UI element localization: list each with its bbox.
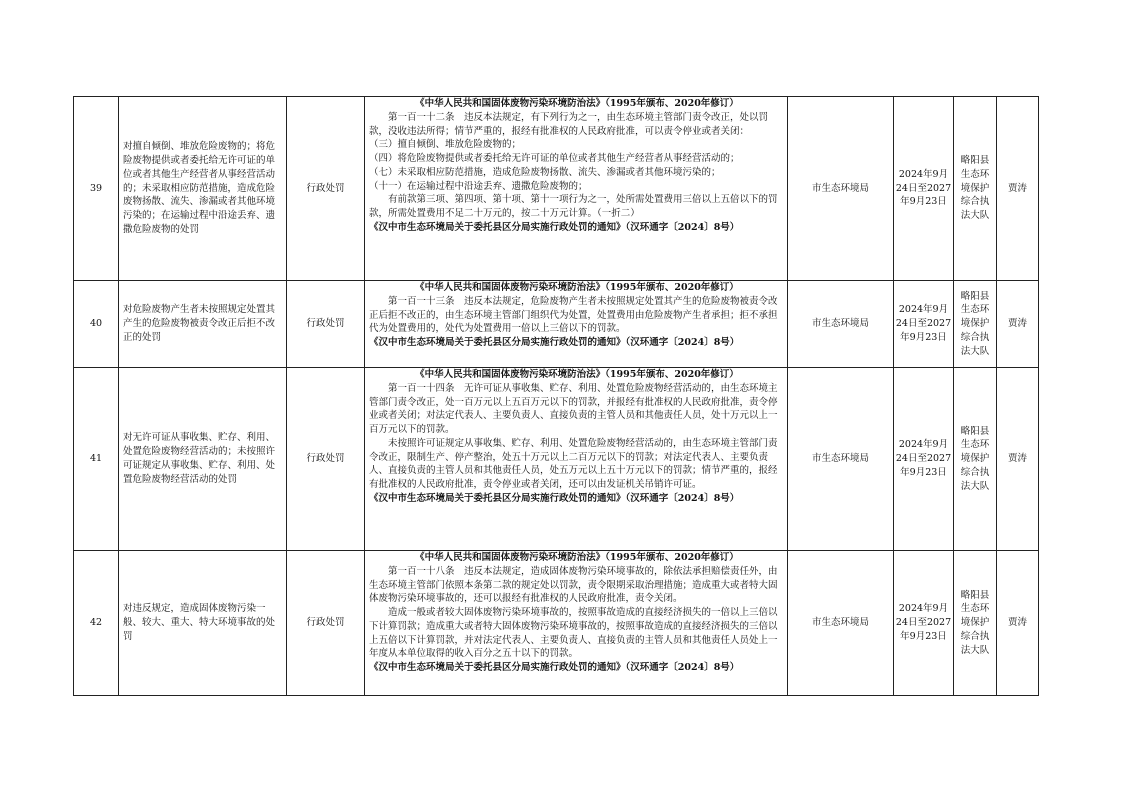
law-paragraph: 有前款第三项、第四项、第十项、第十一项行为之一，处所需处置费用三倍以上五倍以下的罚款，所需处置费用不足二十万元的，按二十万元计算。（一折二） <box>369 194 778 220</box>
penalty-item: 对无许可证从事收集、贮存、利用、处置危险废物经营活动的；未按照许可证规定从事收集、贮存、利用、处置危险废物经营活动的处罚 <box>119 368 287 551</box>
legal-basis <box>365 368 788 551</box>
entrusted-body: 略阳县生态环境保护综合执法大队 <box>954 551 997 696</box>
law-title: 《中华人民共和国固体废物污染环境防治法》（1995年颁布、2020年修订） <box>415 282 739 293</box>
law-paragraph: （七）未采取相应防范措施，造成危险废物扬散、流失、渗漏或者其他环境污染的； <box>369 166 721 178</box>
row-number: 41 <box>74 368 119 551</box>
law-paragraph: （四）将危险废物提供或者委托给无许可证的单位或者其他生产经营者从事经营活动的； <box>369 153 740 165</box>
entrusted-body: 略阳县生态环境保护综合执法大队 <box>954 368 997 551</box>
row-number: 39 <box>74 97 119 281</box>
law-paragraph: 造成一般或者较大固体废物污染环境事故的，按照事故造成的直接经济损失的一倍以上三倍以下计算罚款；造成重大或者特大固体废物污染环境事故的，按照事故造成的直接经济损失的三倍以上五倍以下计算罚款，并对法定代表人、主要负责人、直接负责的主管人员和其他责任人员处上一年度从本单位取得的收入百分之五十以下的罚款。 <box>369 607 778 660</box>
legal-basis <box>365 281 788 368</box>
law-paragraph: （十一）在运输过程中沿途丢弃、遗撒危险废物的； <box>369 180 588 192</box>
law-paragraph: 第一百一十二条 违反本法规定，有下列行为之一，由生态环境主管部门责令改正，处以罚款，没收违法所得；情节严重的，报经有批准权的人民政府批准，可以责令停业或者关闭： <box>369 111 769 137</box>
legal-basis <box>365 97 788 281</box>
delegation-period: 2024年9月24日至2027年9月23日 <box>894 551 954 696</box>
legal-basis <box>365 551 788 696</box>
law-paragraph: 第一百一十四条 无许可证从事收集、贮存、利用、处置危险废物经营活动的，由生态环境主管部门责令改正，处一百万元以上五百万元以下的罚款，并报经有批准权的人民政府批准，责令停业或者关闭；对法定代表人、主要负责人、直接负责的主管人员和其他责任人员，处十万元以上一百万元以下的罚款。 <box>369 382 778 436</box>
delegating-department: 市生态环境局 <box>788 551 894 696</box>
delegation-period: 2024年9月24日至2027年9月23日 <box>894 97 954 281</box>
responsible-person: 贾涛 <box>997 368 1039 551</box>
entrusted-body: 略阳县生态环境保护综合执法大队 <box>954 97 997 281</box>
power-type: 行政处罚 <box>287 368 365 551</box>
penalty-item: 对危险废物产生者未按照规定处置其产生的危险废物被责令改正后拒不改正的处罚 <box>119 281 287 368</box>
delegating-department: 市生态环境局 <box>788 368 894 551</box>
row-number: 42 <box>74 551 119 696</box>
law-title: 《中华人民共和国固体废物污染环境防治法》（1995年颁布、2020年修订） <box>415 98 739 109</box>
delegation-period: 2024年9月24日至2027年9月23日 <box>894 281 954 368</box>
law-title: 《中华人民共和国固体废物污染环境防治法》（1995年颁布、2020年修订） <box>415 369 739 380</box>
power-type: 行政处罚 <box>287 551 365 696</box>
responsible-person: 贾涛 <box>997 97 1039 281</box>
table-row <box>74 281 1039 368</box>
penalty-item: 对擅自倾倒、堆放危险废物的；将危险废物提供或者委托给无许可证的单位或者其他生产经营者从事经营活动的；未采取相应防范措施，造成危险废物扬散、流失、渗漏或者其他环境污染的；在运输过程中沿途丢弃、遗撒危险废物的处罚 <box>119 97 287 281</box>
law-title: 《中华人民共和国固体废物污染环境防治法》（1995年颁布、2020年修订） <box>415 552 739 563</box>
power-type: 行政处罚 <box>287 281 365 368</box>
row-number: 40 <box>74 281 119 368</box>
law-paragraph: 第一百一十八条 违反本法规定，造成固体废物污染环境事故的，除依法承担赔偿责任外，由生态环境主管部门依照本条第二款的规定处以罚款，责令限期采取治理措施；造成重大或者特大固体废物污染环境事故的，还可以报经有批准权的人民政府批准，责令关闭。 <box>369 565 778 605</box>
delegation-period: 2024年9月24日至2027年9月23日 <box>894 368 954 551</box>
responsible-person: 贾涛 <box>997 551 1039 696</box>
delegation-notice: 《汉中市生态环境局关于委托县区分局实施行政处罚的通知》（汉环通字〔2024〕8号） <box>369 337 740 349</box>
law-paragraph: 未按照许可证规定从事收集、贮存、利用、处置危险废物经营活动的，由生态环境主管部门责令改正，限制生产、停产整治，处五十万元以上二百万元以下的罚款；对法定代表人、主要负责人、直接负责的主管人员和其他责任人员，处五万元以上五十万元以下的罚款；情节严重的，报经有批准权的人民政府批准，责令停业或者关闭，还可以由发证机关吊销许可证。 <box>369 437 778 491</box>
delegation-notice: 《汉中市生态环境局关于委托县区分局实施行政处罚的通知》（汉环通字〔2024〕8号） <box>369 662 740 674</box>
delegation-notice: 《汉中市生态环境局关于委托县区分局实施行政处罚的通知》（汉环通字〔2024〕8号） <box>369 221 740 233</box>
responsible-person: 贾涛 <box>997 281 1039 368</box>
table-row <box>74 368 1039 551</box>
delegating-department: 市生态环境局 <box>788 281 894 368</box>
table-row <box>74 551 1039 696</box>
delegating-department: 市生态环境局 <box>788 97 894 281</box>
delegation-notice: 《汉中市生态环境局关于委托县区分局实施行政处罚的通知》（汉环通字〔2024〕8号） <box>369 492 740 504</box>
power-type: 行政处罚 <box>287 97 365 281</box>
table-row <box>74 97 1039 281</box>
penalty-item: 对违反规定，造成固体废物污染一般、较大、重大、特大环境事故的处罚 <box>119 551 287 696</box>
delegation-table <box>73 96 1039 696</box>
entrusted-body: 略阳县生态环境保护综合执法大队 <box>954 281 997 368</box>
law-paragraph: 第一百一十三条 违反本法规定，危险废物产生者未按照规定处置其产生的危险废物被责令改正后拒不改正的，由生态环境主管部门组织代为处置，处置费用由危险废物产生者承担；拒不承担代为处置费用的，处代为处置费用一倍以上三倍以下的罚款。 <box>369 295 778 335</box>
law-paragraph: （三）擅自倾倒、堆放危险废物的； <box>369 139 522 151</box>
